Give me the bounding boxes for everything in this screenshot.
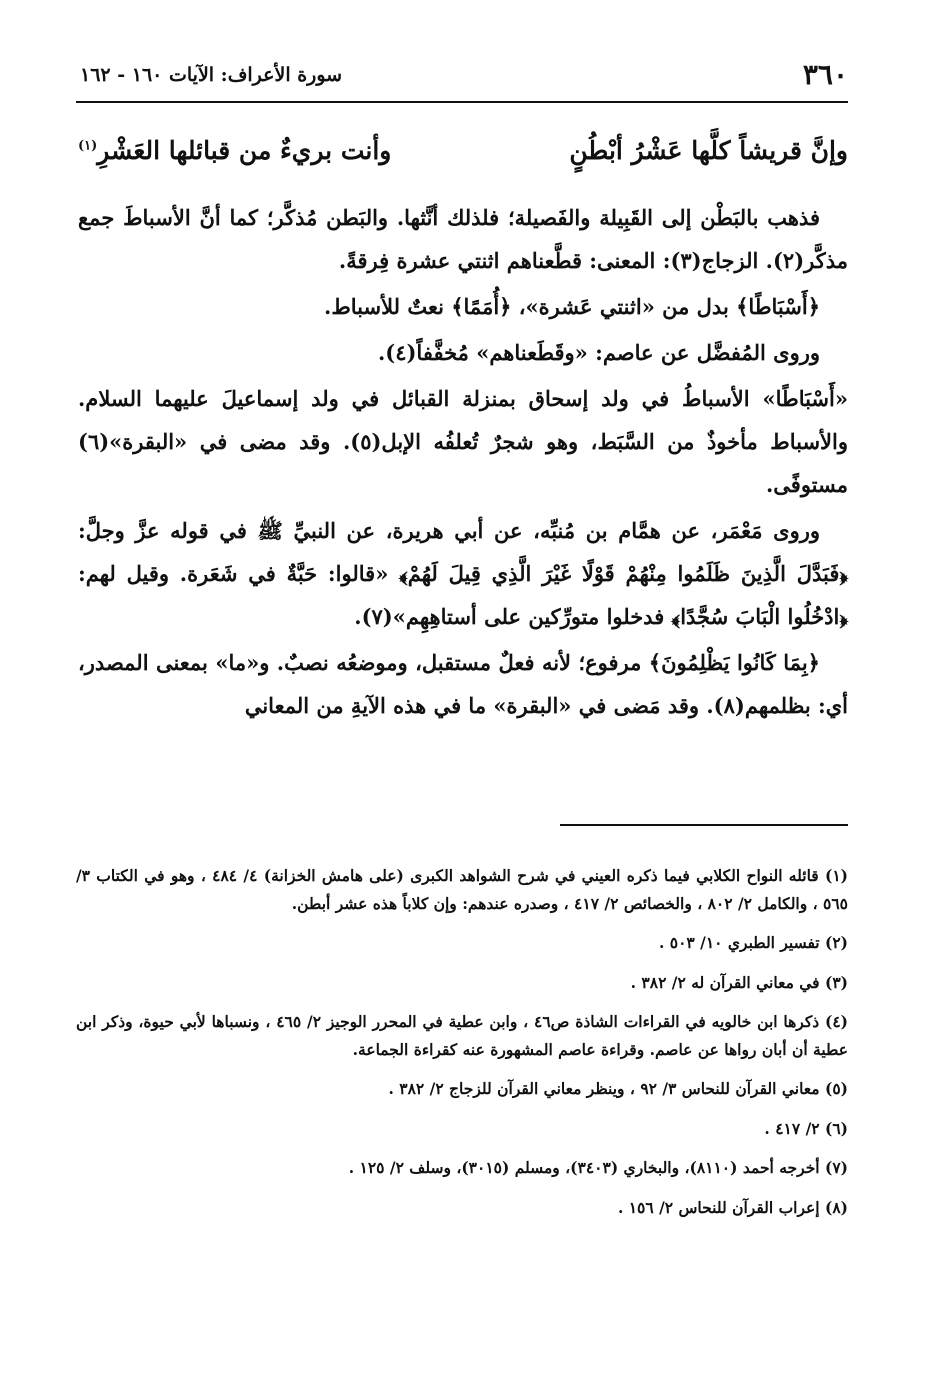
paragraph: فذهب بالبَطْن إلى القَبِيلة والفَصيلة؛ فلذلك أنَّثها. والبَطن مُذكَّر؛ كما أنَّ الأسباطَ جمع مذكَّر(٢). الزجاج(٣): المعنى: قطَّعناهم اثنتي عشرة فِرقةً. (78, 205, 848, 273)
footnote-separator (560, 824, 848, 826)
paragraph: ﴿أَسْبَاطًا﴾ بدل من «اثنتي عَشرة»، ﴿أُمَمًا﴾ نعتٌ للأسباط. (324, 294, 820, 319)
paragraph: وروى المُفضَّل عن عاصم: «وقَطَعناهم» مُخفَّفاً(٤). (377, 340, 820, 365)
running-title: سورة الأعراف: الآيات ١٦٠ - ١٦٢ (80, 64, 343, 86)
page-number: ٣٦٠ (802, 58, 848, 91)
paragraph: «أَسْبَاطًا» الأسباطُ في ولد إسحاق بمنزلة القبائل في ولد إسماعيلَ عليهما السلام. والأسباط مأخوذٌ من السَّبَط، وهو شجرٌ تُعلفُه الإبل(٥). وقد مضى في «البقرة»(٦) مستوفًى. (78, 386, 848, 497)
footnote-marker: (١) (78, 138, 98, 154)
footnote: (٥) معاني القرآن للنحاس ٣/ ٩٢ ، وينظر معاني القرآن للزجاج ٢/ ٣٨٢ . (388, 1079, 848, 1098)
header-rule (76, 101, 848, 103)
paragraph: ﴿بِمَا كَانُوا يَظْلِمُونَ﴾ مرفوع؛ لأنه فعلٌ مستقبل، وموضعُه نصبٌ. و«ما» بمعنى المصدر، أي: بظلمهم(٨). وقد مَضى في «البقرة» ما في هذه الآيةِ من المعاني (78, 650, 848, 718)
footnote: (٦) ٢/ ٤١٧ . (764, 1118, 848, 1138)
main-text (78, 196, 848, 730)
verse-second-hemistich (78, 136, 391, 165)
footnote: (١) قائله النواح الكلابي فيما ذكره العيني في شرح الشواهد الكبرى (على هامش الخزانة) ٤/ ٤٨٤ ، وهو في الكتاب ٣/ ٥٦٥ ، والكامل ٢/ ٨٠٢ ، والخصائص ٢/ ٤١٧ ، وصدره عندهم: وإن كلاباً هذه عشر أبطن. (76, 866, 849, 913)
footnotes (76, 862, 848, 1233)
footnote: (٧) أخرجه أحمد (٨١١٠)، والبخاري (٣٤٠٣)، ومسلم (٣٠١٥)، وسلف ٢/ ١٢٥ . (348, 1158, 848, 1177)
page-header (76, 58, 848, 98)
verse-second-hemistich-text: وأنت بريءٌ من قبائلها العَشْرِ (97, 136, 392, 165)
footnote: (٣) في معاني القرآن له ٢/ ٣٨٢ . (630, 972, 848, 992)
paragraph: وروى مَعْمَر، عن همَّام بن مُنبِّه، عن أبي هريرة، عن النبيِّ ﷺ في قوله عزَّ وجلَّ: ﴿فَبَدَّلَ الَّذِينَ ظَلَمُوا مِنْهُمْ قَوْلًا غَيْرَ الَّذِي قِيلَ لَهُمْ﴾ «قالوا: حَبَّةٌ في شَعَرة. وقيل لهم: ﴿ادْخُلُوا الْبَابَ سُجَّدًا﴾ فدخلوا متورِّكين على أستاهِهِم»(٧). (78, 518, 848, 629)
verse-first-hemistich: وإنَّ قريشاً كلَّها عَشْرُ أبْطُنٍ (569, 136, 848, 165)
footnote: (٤) ذكرها ابن خالويه في القراءات الشاذة ص٤٦ ، وابن عطية في المحرر الوجيز ٢/ ٤٦٥ ، ونسباها لأبي حيوة، وذكر ابن عطية أن أبان رواها عن عاصم. وقراءة عاصم المشهورة عنه كقراءة الجماعة. (76, 1012, 848, 1059)
poetry-verse (78, 136, 848, 180)
footnote: (٨) إعراب القرآن للنحاس ٢/ ١٥٦ . (617, 1197, 848, 1217)
footnote: (٢) تفسير الطبري ١٠/ ٥٠٣ . (658, 933, 848, 952)
